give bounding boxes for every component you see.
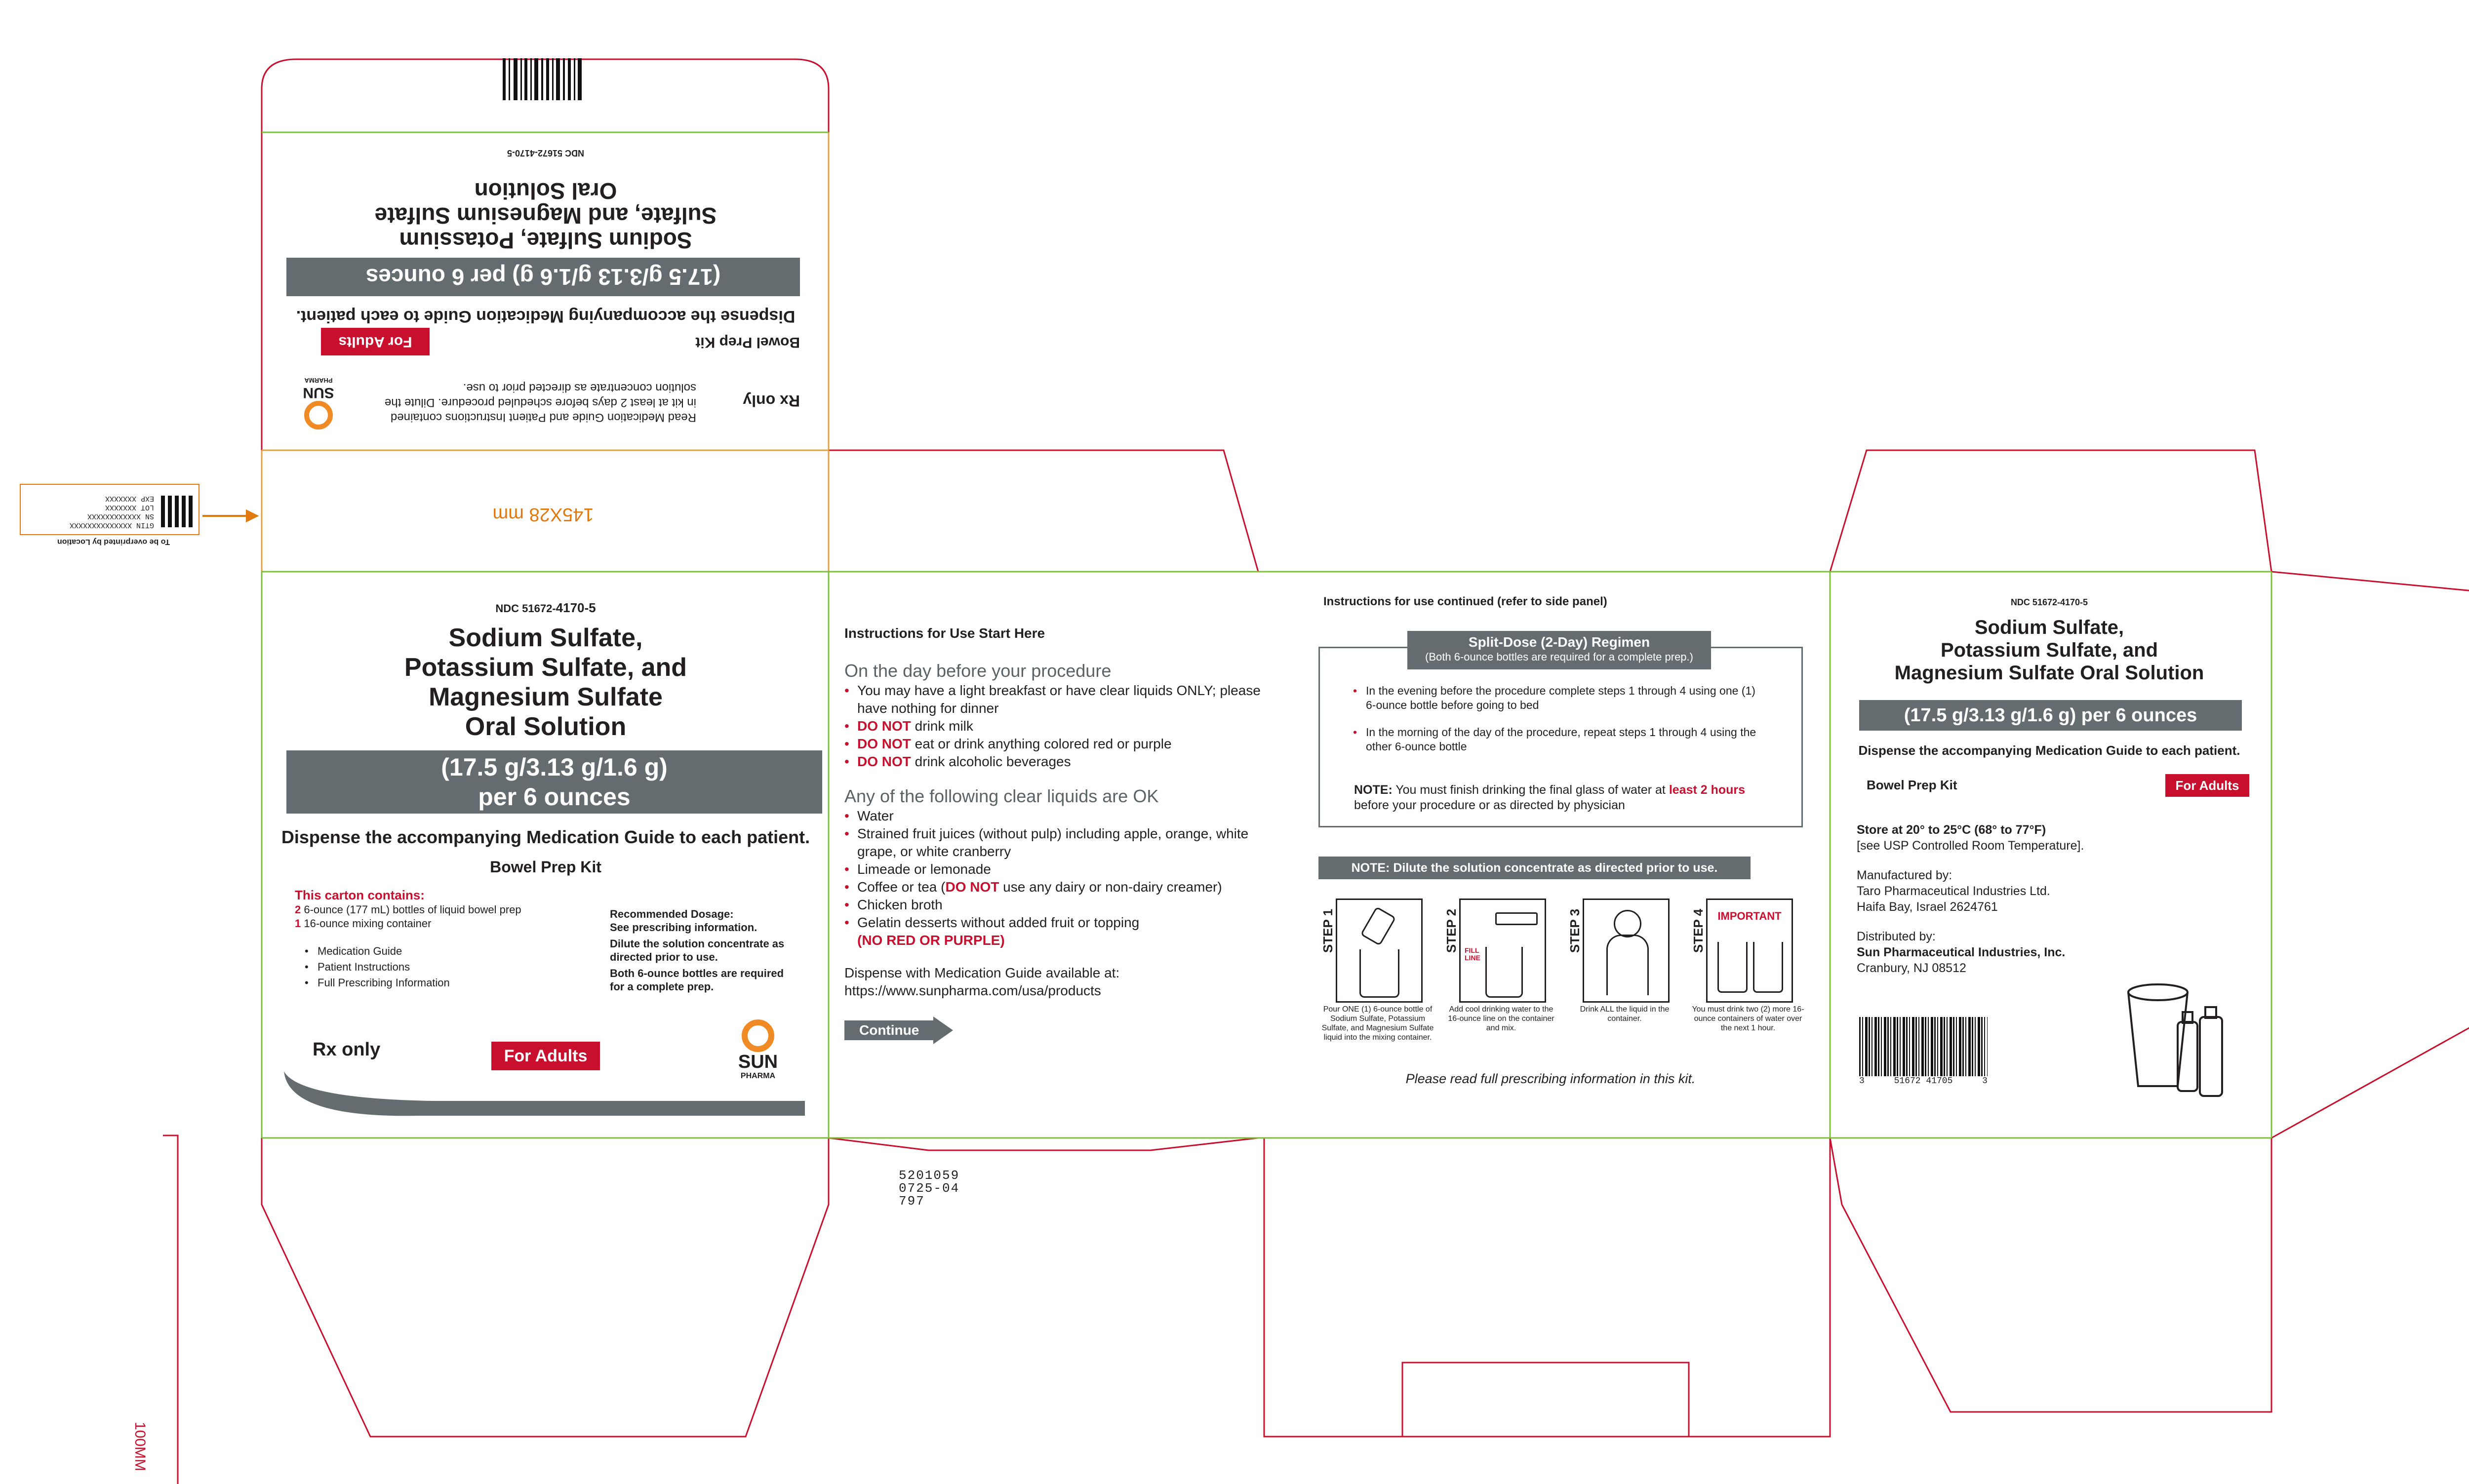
carton-items-list: • Medication Guide • Patient Instructions • Full Prescribing Information — [305, 943, 591, 991]
dust-flap-size: 145X28 mm — [492, 504, 594, 525]
variable-box-note: To be overprinted by Location — [57, 538, 170, 546]
dilute-note-bar: NOTE: Dilute the solution concentrate as directed prior to use. — [1318, 857, 1751, 879]
list-item: • Chicken broth — [844, 896, 1289, 914]
front-for-adults: For Adults — [491, 1042, 600, 1070]
step-3-image — [1583, 898, 1670, 1003]
dimension-label: 100MM — [132, 1422, 148, 1472]
dispense-with-guide: Dispense with Medication Guide available at: — [844, 965, 1120, 980]
top-flap-read-text: Read Medication Guide and Patient Instructions contained in kit at least 2 days before scheduled procedure. Dilute the solution concentrate as directed prior to use. — [384, 381, 696, 424]
list-item: • DO NOT drink milk — [844, 717, 1289, 735]
top-barcode — [503, 58, 582, 100]
front-ndc: NDC 51672-4170-5 — [495, 600, 596, 615]
steps-panel: Instructions for use continued (refer to side panel) Split-Dose (2-Day) Regimen (Both 6-ounce bottles are required for a complete prep.) • In the evening before the procedure complete steps 1 through 4 using one (1) 6-ounce bottle before going to bed • In the morning of the day of the procedure, repeat steps 1 through 4 using the other 6-ounce bottle NOTE: You must finish drinking the final glass of water at least 2 hours before your procedure or as directed by physician NOTE: Dilute the solution concentrate as directed prior to use. STEP 1 Pour ONE (1) 6-ounce bottle of Sodium Sulfate, Potassium Sulfate, and Magnesium Sulfate liquid into the mixing container. STEP 2 FILL LINE Add cool drinking water to the 16-ounce line on the container and mix. STEP 3 Drink ALL the liquid in the container. STEP 4 IMPORTANT You must drink two (2) more 16-ounce containers of water over the next 1 hour. Please read full prescribing information in this kit. — [1318, 595, 1817, 1133]
read-full-prescribing: Please read full prescribing information in this kit. — [1405, 1071, 1696, 1086]
sun-logo-icon — [304, 401, 333, 430]
sunpharma-url: https://www.sunpharma.com/usa/products — [844, 983, 1101, 998]
side-panel — [1837, 583, 2262, 1126]
front-dispense: Dispense the accompanying Medication Guide to each patient. — [281, 827, 810, 847]
side-dispense: Dispense the accompanying Medication Guide to each patient. — [1858, 743, 2240, 758]
instructions-title: Instructions for Use Start Here — [844, 625, 1045, 641]
top-flap-sun-logo: SUN PHARMA — [296, 377, 341, 430]
front-strength-bar: (17.5 g/3.13 g/1.6 g) per 6 ounces — [286, 750, 822, 814]
side-strength-bar: (17.5 g/3.13 g/1.6 g) per 6 ounces — [1859, 700, 2242, 731]
list-item: • Coffee or tea (DO NOT use any dairy or non-dairy creamer) — [844, 878, 1289, 896]
top-flap-strength: (17.5 g/3.13 g/1.6 g) per 6 ounces — [286, 258, 800, 296]
barcode-bars — [1859, 1017, 1988, 1076]
sun-logo-icon — [742, 1019, 774, 1052]
regimen-title-bar: Split-Dose (2-Day) Regimen (Both 6-ounce bottles are required for a complete prep.) — [1407, 631, 1711, 669]
bottom-flap-center — [1264, 1138, 1830, 1437]
list-item: • DO NOT drink alcoholic beverages — [844, 753, 1289, 771]
top-flap-ndc: NDC 51672-4170-5 — [507, 148, 585, 158]
bottom-flap-front — [262, 1138, 829, 1437]
regimen-list — [1353, 684, 1763, 754]
side-bowel-prep: Bowel Prep Kit — [1867, 778, 1957, 792]
datamatrix-icon — [161, 496, 193, 527]
storage-info: Store at 20° to 25°C (68° to 77°F) [see USP Controlled Room Temperature]. Manufactured by: Taro Pharmaceutical Industries Ltd. Haifa Bay, Israel 2624761 Distributed by: Sun Pharmaceutical Industries, Inc. Cranbury, NJ 08512 — [1857, 823, 2084, 975]
list-item: • Water — [844, 807, 1289, 825]
top-flap-rx-only: Rx only — [743, 392, 800, 410]
list-item: • DO NOT eat or drink anything colored red or purple — [844, 735, 1289, 753]
kit-contents-illustration — [2123, 977, 2232, 1106]
print-codes: 5201059 0725-04 797 — [899, 1168, 960, 1209]
step-4-image: IMPORTANT — [1706, 898, 1793, 1003]
steps-panel-title: Instructions for use continued (refer to side panel) — [1323, 595, 1607, 608]
front-bowel-prep: Bowel Prep Kit — [490, 858, 601, 876]
section-clear-liquids-title: Any of the following clear liquids are OK — [844, 786, 1159, 806]
upc-barcode: 3 51672 41705 3 — [1859, 1017, 1988, 1091]
list-item: • Limeade or lemonade — [844, 860, 1289, 878]
list-item: • Strained fruit juices (without pulp) including apple, orange, white grape, or white cranberry — [844, 825, 1289, 860]
glue-flap — [2271, 572, 2469, 1138]
regimen-note: NOTE: You must finish drinking the final glass of water at least 2 hours before your procedure or as directed by physician — [1354, 783, 1746, 812]
top-flap-product-name: Sodium Sulfate, Potassium Sulfate, and Magnesium Sulfate Oral Solution — [374, 178, 717, 253]
front-product-name: Sodium Sulfate, Potassium Sulfate, and Magnesium Sulfate Oral Solution — [404, 624, 687, 741]
bottom-flap-right — [1830, 1138, 2271, 1412]
section-day-before-title: On the day before your procedure — [844, 661, 1112, 681]
carton-contents: This carton contains: 2 6-ounce (177 mL) bottles of liquid bowel prep 1 16-ounce mixing container • Medication Guide • Patient Instructions • Full Prescribing Information — [295, 888, 591, 991]
list-item: • You may have a light breakfast or have clear liquids ONLY; please have nothing for dinner — [844, 682, 1289, 717]
list-item: • Gelatin desserts without added fruit or topping (NO RED OR PURPLE) — [844, 914, 1289, 949]
front-swoosh — [269, 1071, 822, 1121]
top-flap-bowel-prep: Bowel Prep Kit — [695, 334, 800, 351]
dust-flap-upper-left — [829, 450, 1258, 572]
clear-liquids-list — [844, 807, 1289, 949]
front-panel — [269, 578, 822, 1131]
bottom-flap-left-inner — [829, 1138, 1258, 1150]
top-flap-dispense: Dispense the accompanying Medication Guide to each patient. — [296, 307, 796, 326]
top-tuck-flap — [277, 143, 815, 444]
day-before-list — [844, 682, 1289, 771]
instructions-panel — [844, 625, 1338, 1118]
dust-flap-upper-right — [1830, 450, 2271, 572]
top-flap-for-adults: For Adults — [321, 328, 430, 355]
side-product-name: Sodium Sulfate, Potassium Sulfate, and Magnesium Sulfate Oral Solution — [1894, 617, 2204, 684]
step-1-image — [1336, 898, 1423, 1003]
front-sun-logo: SUN PHARMA — [728, 1019, 788, 1081]
dimension-line — [163, 1135, 178, 1484]
side-ndc: NDC 51672-4170-5 — [2010, 597, 2088, 607]
step-2-image: FILL LINE — [1459, 898, 1546, 1003]
side-for-adults: For Adults — [2165, 774, 2249, 797]
front-rx-only: Rx only — [313, 1039, 381, 1060]
continue-arrow: Continue — [844, 1016, 958, 1044]
list-item: • In the evening before the procedure complete steps 1 through 4 using one (1) 6-ounce bottle before going to bed — [1353, 684, 1763, 712]
variable-data-box: GTIN XXXXXXXXXXXXXX SN XXXXXXXXXXXX LOT XXXXXXX EXP XXXXXXX — [20, 484, 199, 535]
recommended-dosage: Recommended Dosage: See prescribing information. Dilute the solution concentrate as directed prior to use. Both 6-ounce bottles are required for a complete prep. — [610, 908, 785, 993]
list-item: • In the morning of the day of the procedure, repeat steps 1 through 4 using the other 6-ounce bottle — [1353, 725, 1763, 754]
